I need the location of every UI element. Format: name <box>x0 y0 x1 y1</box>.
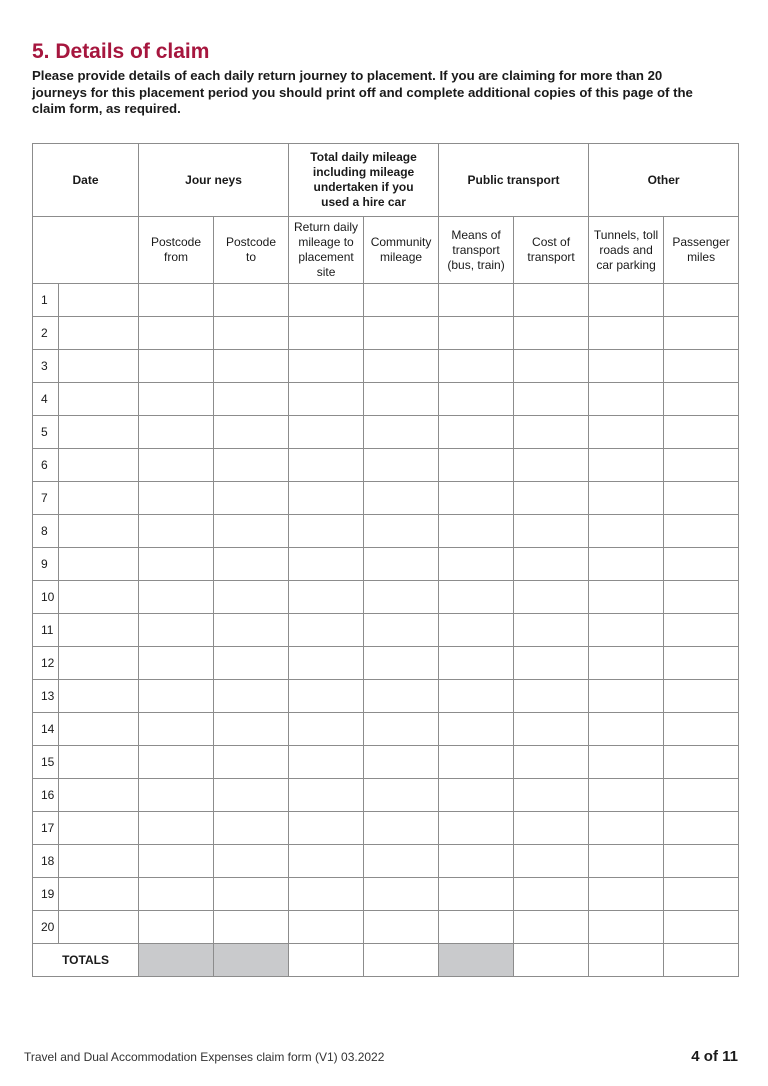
postcode-from-cell[interactable] <box>139 284 214 317</box>
tunnels-tolls-parking-cell[interactable] <box>589 515 664 548</box>
subheader-line: Community <box>370 235 432 249</box>
date-cell[interactable] <box>59 284 139 317</box>
cost-of-transport-cell[interactable] <box>514 746 589 779</box>
subheader-line: Cost of <box>532 235 571 249</box>
cost-of-transport-cell[interactable] <box>514 416 589 449</box>
passenger-miles-cell[interactable] <box>664 515 739 548</box>
row-number: 11 <box>33 614 59 647</box>
journey-row <box>33 878 739 911</box>
subheader-line: Postcode <box>150 235 202 249</box>
means-of-transport-cell[interactable] <box>439 779 514 812</box>
passenger-miles-cell[interactable] <box>664 383 739 416</box>
postcode-from-cell[interactable] <box>139 449 214 482</box>
row-number: 14 <box>33 713 59 746</box>
passenger-miles-cell[interactable] <box>664 317 739 350</box>
postcode-to-cell[interactable] <box>214 845 289 878</box>
totals-row <box>33 944 739 977</box>
totals-cell-disabled <box>214 944 289 977</box>
tunnels-tolls-parking-cell[interactable] <box>589 284 664 317</box>
postcode-to-cell[interactable] <box>214 878 289 911</box>
journey-row <box>33 416 739 449</box>
cost-of-transport-cell[interactable] <box>514 482 589 515</box>
tunnels-tolls-parking-cell[interactable] <box>589 317 664 350</box>
tunnels-tolls-parking-cell[interactable] <box>589 548 664 581</box>
means-of-transport-cell[interactable] <box>439 713 514 746</box>
return-daily-mileage-cell[interactable] <box>289 845 364 878</box>
intro-text: Please provide details of each daily return journey to placement. If you are claiming for more than 20 journeys for this placement period you should print off and complete additional copies of this page of the claim form, as required. <box>32 68 693 116</box>
postcode-to-cell[interactable] <box>214 680 289 713</box>
journey-row <box>33 482 739 515</box>
community-mileage-cell[interactable] <box>364 317 439 350</box>
return-daily-mileage-cell[interactable] <box>289 779 364 812</box>
subheader-line: transport <box>452 242 500 257</box>
subheader-line: to <box>246 250 257 264</box>
cost-of-transport-cell[interactable] <box>514 449 589 482</box>
tunnels-tolls-parking-cell[interactable] <box>589 812 664 845</box>
journey-row <box>33 812 739 845</box>
subheader-line: from <box>164 250 189 264</box>
row-number: 7 <box>33 482 59 515</box>
postcode-to-cell[interactable] <box>214 284 289 317</box>
postcode-to-cell[interactable] <box>214 911 289 944</box>
claim-table <box>32 143 739 977</box>
return-daily-mileage-cell[interactable] <box>289 911 364 944</box>
row-number: 3 <box>33 350 59 383</box>
date-cell[interactable] <box>59 383 139 416</box>
postcode-from-cell[interactable] <box>139 350 214 383</box>
means-of-transport-cell[interactable] <box>439 548 514 581</box>
row-number: 13 <box>33 680 59 713</box>
totals-label: TOTALS <box>33 944 139 977</box>
totals-tunnels-tolls-parking[interactable] <box>589 944 664 977</box>
date-cell[interactable] <box>59 449 139 482</box>
subheader-return-daily-mileage <box>289 217 364 284</box>
row-number: 2 <box>33 317 59 350</box>
cost-of-transport-cell[interactable] <box>514 317 589 350</box>
return-daily-mileage-cell[interactable] <box>289 746 364 779</box>
subheader-line: transport <box>527 250 575 264</box>
community-mileage-cell[interactable] <box>364 746 439 779</box>
return-daily-mileage-cell[interactable] <box>289 383 364 416</box>
community-mileage-cell[interactable] <box>364 482 439 515</box>
cost-of-transport-cell[interactable] <box>514 350 589 383</box>
header-public-transport: Public transport <box>439 144 589 217</box>
cost-of-transport-cell[interactable] <box>514 548 589 581</box>
sub-header-row <box>33 217 739 284</box>
page-number: 4 of 11 <box>691 1048 738 1065</box>
postcode-to-cell[interactable] <box>214 647 289 680</box>
postcode-to-cell[interactable] <box>214 548 289 581</box>
postcode-from-cell[interactable] <box>139 416 214 449</box>
passenger-miles-cell[interactable] <box>664 416 739 449</box>
community-mileage-cell[interactable] <box>364 911 439 944</box>
date-cell[interactable] <box>59 911 139 944</box>
means-of-transport-cell[interactable] <box>439 845 514 878</box>
cost-of-transport-cell[interactable] <box>514 515 589 548</box>
postcode-from-cell[interactable] <box>139 647 214 680</box>
postcode-from-cell[interactable] <box>139 746 214 779</box>
means-of-transport-cell[interactable] <box>439 581 514 614</box>
postcode-to-cell[interactable] <box>214 383 289 416</box>
row-number: 10 <box>33 581 59 614</box>
tunnels-tolls-parking-cell[interactable] <box>589 779 664 812</box>
postcode-to-cell[interactable] <box>214 416 289 449</box>
journey-row <box>33 647 739 680</box>
tunnels-tolls-parking-cell[interactable] <box>589 647 664 680</box>
postcode-from-cell[interactable] <box>139 317 214 350</box>
subheader-line: Postcode <box>226 235 277 249</box>
community-mileage-cell[interactable] <box>364 647 439 680</box>
totals-cell-disabled <box>439 944 514 977</box>
date-cell[interactable] <box>59 515 139 548</box>
subheader-line: mileage to <box>298 235 354 249</box>
tunnels-tolls-parking-cell[interactable] <box>589 614 664 647</box>
row-number: 19 <box>33 878 59 911</box>
postcode-to-cell[interactable] <box>214 350 289 383</box>
postcode-from-cell[interactable] <box>139 515 214 548</box>
postcode-from-cell[interactable] <box>139 878 214 911</box>
row-number: 20 <box>33 911 59 944</box>
community-mileage-cell[interactable] <box>364 779 439 812</box>
cost-of-transport-cell[interactable] <box>514 779 589 812</box>
journey-row <box>33 845 739 878</box>
subheader-postcode-from <box>139 217 214 284</box>
passenger-miles-cell[interactable] <box>664 713 739 746</box>
community-mileage-cell[interactable] <box>364 284 439 317</box>
community-mileage-cell[interactable] <box>364 878 439 911</box>
means-of-transport-cell[interactable] <box>439 812 514 845</box>
postcode-to-cell[interactable] <box>214 449 289 482</box>
means-of-transport-cell[interactable] <box>439 614 514 647</box>
journey-row <box>33 515 739 548</box>
postcode-to-cell[interactable] <box>214 779 289 812</box>
row-number: 9 <box>33 548 59 581</box>
row-number: 12 <box>33 647 59 680</box>
date-cell[interactable] <box>59 548 139 581</box>
journey-row <box>33 680 739 713</box>
postcode-from-cell[interactable] <box>139 383 214 416</box>
means-of-transport-cell[interactable] <box>439 680 514 713</box>
means-of-transport-cell[interactable] <box>439 911 514 944</box>
passenger-miles-cell[interactable] <box>664 878 739 911</box>
group-header-row <box>33 144 739 217</box>
community-mileage-cell[interactable] <box>364 680 439 713</box>
return-daily-mileage-cell[interactable] <box>289 614 364 647</box>
subheader-blank <box>33 217 139 284</box>
community-mileage-cell[interactable] <box>364 350 439 383</box>
postcode-to-cell[interactable] <box>214 482 289 515</box>
journey-row <box>33 449 739 482</box>
postcode-from-cell[interactable] <box>139 911 214 944</box>
date-cell[interactable] <box>59 317 139 350</box>
subheader-line: car parking <box>596 257 656 272</box>
subheader-cost-of-transport <box>514 217 589 284</box>
tunnels-tolls-parking-cell[interactable] <box>589 581 664 614</box>
row-number: 15 <box>33 746 59 779</box>
tunnels-tolls-parking-cell[interactable] <box>589 383 664 416</box>
postcode-to-cell[interactable] <box>214 614 289 647</box>
header-other: Other <box>589 144 739 217</box>
row-number: 8 <box>33 515 59 548</box>
row-number: 6 <box>33 449 59 482</box>
date-cell[interactable] <box>59 746 139 779</box>
date-cell[interactable] <box>59 614 139 647</box>
community-mileage-cell[interactable] <box>364 614 439 647</box>
postcode-to-cell[interactable] <box>214 515 289 548</box>
means-of-transport-cell[interactable] <box>439 647 514 680</box>
subheader-line: Passenger <box>672 235 730 249</box>
return-daily-mileage-cell[interactable] <box>289 317 364 350</box>
tunnels-tolls-parking-cell[interactable] <box>589 746 664 779</box>
date-cell[interactable] <box>59 680 139 713</box>
cost-of-transport-cell[interactable] <box>514 581 589 614</box>
passenger-miles-cell[interactable] <box>664 449 739 482</box>
cost-of-transport-cell[interactable] <box>514 383 589 416</box>
community-mileage-cell[interactable] <box>364 812 439 845</box>
return-daily-mileage-cell[interactable] <box>289 416 364 449</box>
section-heading: 5. Details of claim <box>32 40 210 63</box>
cost-of-transport-cell[interactable] <box>514 284 589 317</box>
subheader-line: (bus, train) <box>447 257 505 272</box>
community-mileage-cell[interactable] <box>364 845 439 878</box>
row-number: 1 <box>33 284 59 317</box>
date-cell[interactable] <box>59 878 139 911</box>
postcode-from-cell[interactable] <box>139 581 214 614</box>
passenger-miles-cell[interactable] <box>664 482 739 515</box>
journey-row <box>33 614 739 647</box>
tunnels-tolls-parking-cell[interactable] <box>589 713 664 746</box>
passenger-miles-cell[interactable] <box>664 779 739 812</box>
date-cell[interactable] <box>59 713 139 746</box>
row-number: 5 <box>33 416 59 449</box>
means-of-transport-cell[interactable] <box>439 317 514 350</box>
header-date: Date <box>33 144 139 217</box>
passenger-miles-cell[interactable] <box>664 647 739 680</box>
cost-of-transport-cell[interactable] <box>514 911 589 944</box>
journey-row <box>33 713 739 746</box>
passenger-miles-cell[interactable] <box>664 746 739 779</box>
row-number: 17 <box>33 812 59 845</box>
postcode-from-cell[interactable] <box>139 713 214 746</box>
postcode-from-cell[interactable] <box>139 779 214 812</box>
postcode-to-cell[interactable] <box>214 812 289 845</box>
header-journeys: Jour neys <box>139 144 289 217</box>
date-cell[interactable] <box>59 779 139 812</box>
means-of-transport-cell[interactable] <box>439 383 514 416</box>
header-mileage-line: undertaken if you <box>313 180 414 194</box>
community-mileage-cell[interactable] <box>364 383 439 416</box>
cost-of-transport-cell[interactable] <box>514 680 589 713</box>
tunnels-tolls-parking-cell[interactable] <box>589 680 664 713</box>
return-daily-mileage-cell[interactable] <box>289 482 364 515</box>
means-of-transport-cell[interactable] <box>439 416 514 449</box>
return-daily-mileage-cell[interactable] <box>289 878 364 911</box>
return-daily-mileage-cell[interactable] <box>289 548 364 581</box>
postcode-to-cell[interactable] <box>214 713 289 746</box>
community-mileage-cell[interactable] <box>364 548 439 581</box>
date-cell[interactable] <box>59 845 139 878</box>
subheader-line: roads and <box>599 242 653 257</box>
postcode-from-cell[interactable] <box>139 482 214 515</box>
passenger-miles-cell[interactable] <box>664 350 739 383</box>
subheader-line: site <box>316 265 336 279</box>
tunnels-tolls-parking-cell[interactable] <box>589 878 664 911</box>
cost-of-transport-cell[interactable] <box>514 878 589 911</box>
passenger-miles-cell[interactable] <box>664 548 739 581</box>
totals-cell-disabled <box>139 944 214 977</box>
community-mileage-cell[interactable] <box>364 416 439 449</box>
cost-of-transport-cell[interactable] <box>514 614 589 647</box>
postcode-from-cell[interactable] <box>139 614 214 647</box>
means-of-transport-cell[interactable] <box>439 482 514 515</box>
means-of-transport-cell[interactable] <box>439 746 514 779</box>
postcode-to-cell[interactable] <box>214 581 289 614</box>
return-daily-mileage-cell[interactable] <box>289 581 364 614</box>
passenger-miles-cell[interactable] <box>664 845 739 878</box>
header-mileage-line: including mileage <box>312 165 415 179</box>
cost-of-transport-cell[interactable] <box>514 845 589 878</box>
footer-form-name: Travel and Dual Accommodation Expenses claim form (V1) 03.2022 <box>24 1050 385 1064</box>
date-cell[interactable] <box>59 812 139 845</box>
community-mileage-cell[interactable] <box>364 581 439 614</box>
subheader-means-of-transport <box>439 217 514 284</box>
passenger-miles-cell[interactable] <box>664 284 739 317</box>
journey-row <box>33 779 739 812</box>
postcode-from-cell[interactable] <box>139 680 214 713</box>
totals-return-daily-mileage[interactable] <box>289 944 364 977</box>
journey-row <box>33 548 739 581</box>
journey-row <box>33 284 739 317</box>
row-number: 4 <box>33 383 59 416</box>
return-daily-mileage-cell[interactable] <box>289 350 364 383</box>
header-mileage-line: used a hire car <box>321 195 406 209</box>
journey-row <box>33 581 739 614</box>
return-daily-mileage-cell[interactable] <box>289 515 364 548</box>
journey-row <box>33 911 739 944</box>
community-mileage-cell[interactable] <box>364 713 439 746</box>
date-cell[interactable] <box>59 647 139 680</box>
tunnels-tolls-parking-cell[interactable] <box>589 350 664 383</box>
return-daily-mileage-cell[interactable] <box>289 449 364 482</box>
cost-of-transport-cell[interactable] <box>514 812 589 845</box>
row-number: 18 <box>33 845 59 878</box>
community-mileage-cell[interactable] <box>364 449 439 482</box>
means-of-transport-cell[interactable] <box>439 284 514 317</box>
subheader-line: Return daily <box>294 220 359 234</box>
subheader-line: Means of <box>451 227 501 242</box>
community-mileage-cell[interactable] <box>364 515 439 548</box>
totals-passenger-miles[interactable] <box>664 944 739 977</box>
passenger-miles-cell[interactable] <box>664 812 739 845</box>
return-daily-mileage-cell[interactable] <box>289 680 364 713</box>
subheader-line: mileage <box>380 250 423 264</box>
journey-row <box>33 383 739 416</box>
postcode-from-cell[interactable] <box>139 845 214 878</box>
passenger-miles-cell[interactable] <box>664 614 739 647</box>
date-cell[interactable] <box>59 350 139 383</box>
return-daily-mileage-cell[interactable] <box>289 284 364 317</box>
passenger-miles-cell[interactable] <box>664 581 739 614</box>
means-of-transport-cell[interactable] <box>439 878 514 911</box>
postcode-from-cell[interactable] <box>139 548 214 581</box>
header-mileage-line: Total daily mileage <box>310 150 417 164</box>
subheader-line: miles <box>687 250 716 264</box>
means-of-transport-cell[interactable] <box>439 350 514 383</box>
return-daily-mileage-cell[interactable] <box>289 647 364 680</box>
journey-row <box>33 350 739 383</box>
tunnels-tolls-parking-cell[interactable] <box>589 911 664 944</box>
return-daily-mileage-cell[interactable] <box>289 713 364 746</box>
postcode-to-cell[interactable] <box>214 746 289 779</box>
subheader-line: placement <box>298 250 354 264</box>
date-cell[interactable] <box>59 482 139 515</box>
passenger-miles-cell[interactable] <box>664 911 739 944</box>
tunnels-tolls-parking-cell[interactable] <box>589 449 664 482</box>
totals-community-mileage[interactable] <box>364 944 439 977</box>
subheader-community-mileage <box>364 217 439 284</box>
totals-cost-of-transport[interactable] <box>514 944 589 977</box>
subheader-passenger-miles <box>664 217 739 284</box>
means-of-transport-cell[interactable] <box>439 449 514 482</box>
cost-of-transport-cell[interactable] <box>514 647 589 680</box>
journey-row <box>33 746 739 779</box>
return-daily-mileage-cell[interactable] <box>289 812 364 845</box>
means-of-transport-cell[interactable] <box>439 515 514 548</box>
header-mileage <box>289 144 439 217</box>
subheader-postcode-to <box>214 217 289 284</box>
tunnels-tolls-parking-cell[interactable] <box>589 482 664 515</box>
tunnels-tolls-parking-cell[interactable] <box>589 416 664 449</box>
row-number: 16 <box>33 779 59 812</box>
tunnels-tolls-parking-cell[interactable] <box>589 845 664 878</box>
journey-row <box>33 317 739 350</box>
date-cell[interactable] <box>59 416 139 449</box>
date-cell[interactable] <box>59 581 139 614</box>
postcode-from-cell[interactable] <box>139 812 214 845</box>
passenger-miles-cell[interactable] <box>664 680 739 713</box>
subheader-line: Tunnels, toll <box>593 227 659 242</box>
cost-of-transport-cell[interactable] <box>514 713 589 746</box>
subheader-tunnels-tolls-parking <box>589 217 664 284</box>
postcode-to-cell[interactable] <box>214 317 289 350</box>
